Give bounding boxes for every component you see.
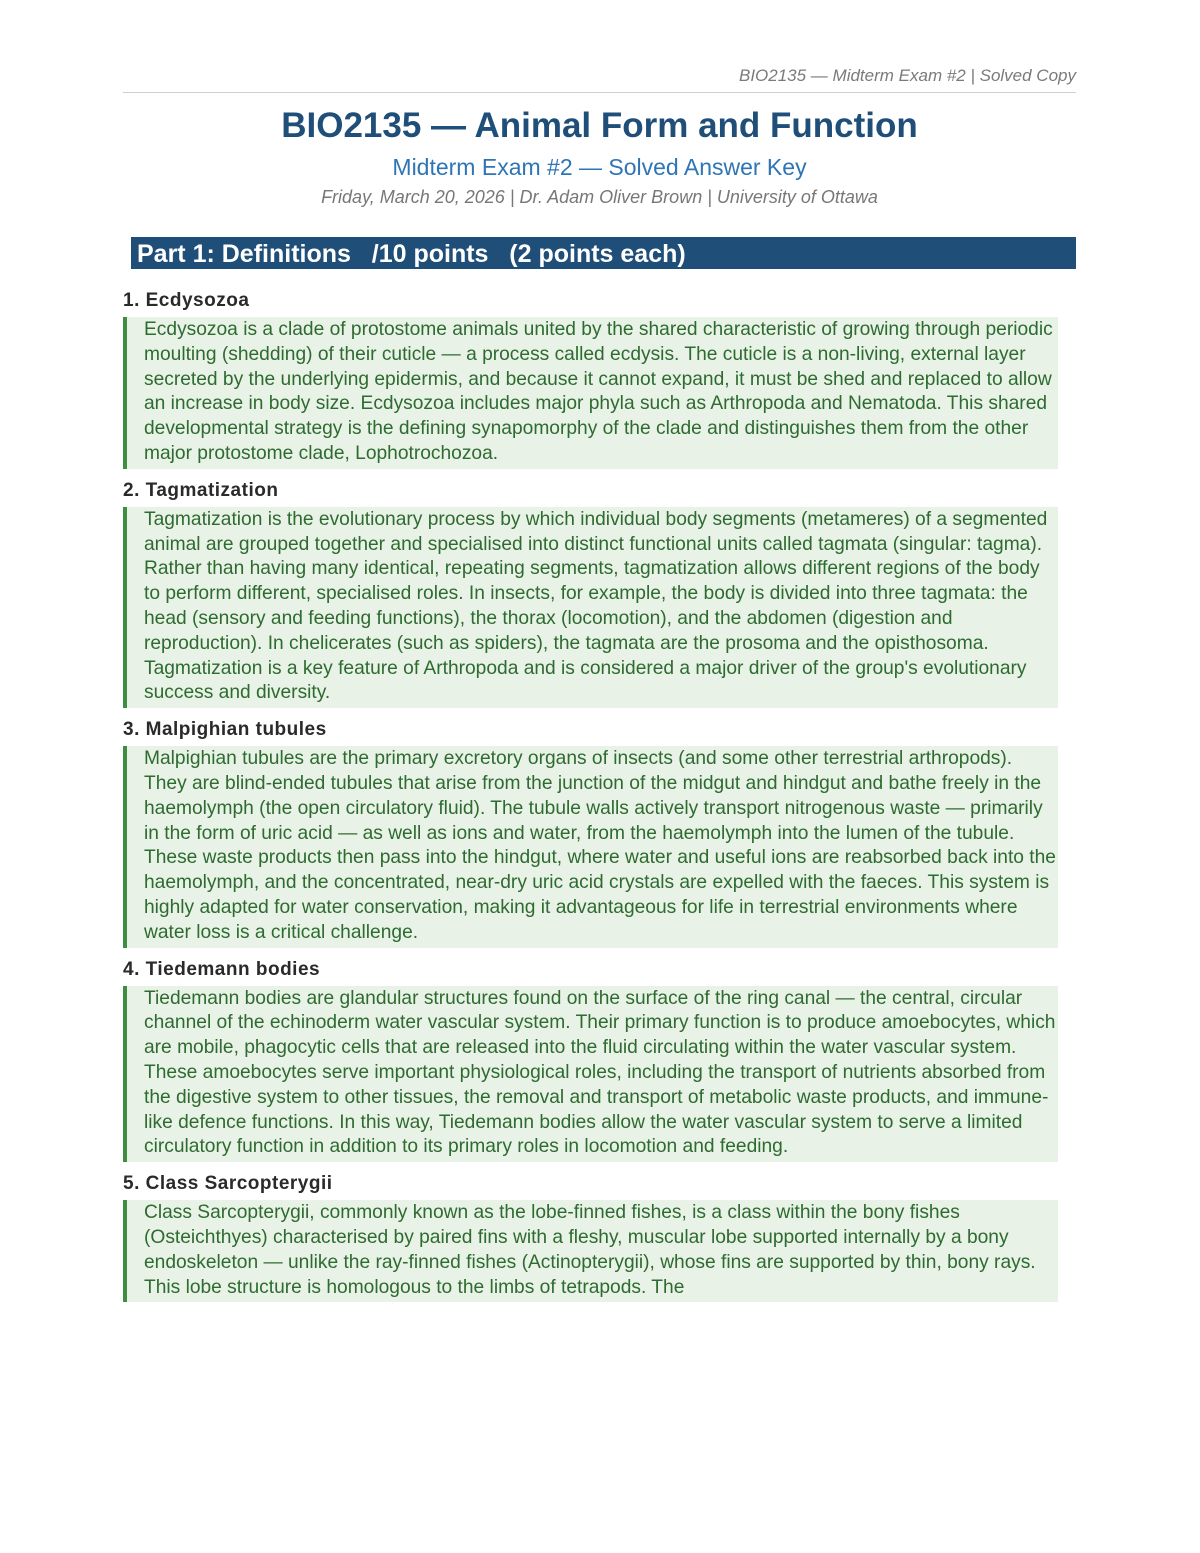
section-heading: Part 1: Definitions /10 points (2 points each) xyxy=(131,237,1076,269)
document-subtitle: Midterm Exam #2 — Solved Answer Key xyxy=(392,154,807,180)
question-4 xyxy=(123,958,1058,1163)
answer-box: Class Sarcopterygii, commonly known as the lobe-finned fishes, is a class within the bony fishes (Osteichthyes) characterised by paired fins with a fleshy, muscular lobe supported internally by a bony endoskeleton — unlike the ray-finned fishes (Actinopterygii), whose fins are supported by thin, bony rays. This lobe structure is homologous to the limbs of tetrapods. The xyxy=(123,1200,1058,1302)
question-2 xyxy=(123,479,1058,708)
questions-list xyxy=(123,289,1058,1312)
question-3 xyxy=(123,718,1058,947)
title-block xyxy=(123,106,1076,208)
question-heading: 4. Tiedemann bodies xyxy=(123,958,321,980)
running-header: BIO2135 — Midterm Exam #2 | Solved Copy xyxy=(123,66,1076,93)
question-heading: 5. Class Sarcopterygii xyxy=(123,1173,333,1195)
document-meta: Friday, March 20, 2026 | Dr. Adam Oliver Brown | University of Ottawa xyxy=(321,187,878,207)
answer-box: Tiedemann bodies are glandular structures found on the surface of the ring canal — the central, circular channel of the echinoderm water vascular system. Their primary function is to produce amoebocytes, which are mobile, phagocytic cells that are released into the fluid circulating within the water vascular system. These amoebocytes serve important physiological roles, including the transport of nutrients absorbed from the digestive system to other tissues, the removal and transport of metabolic waste products, and immune-like defence functions. In this way, Tiedemann bodies allow the water vascular system to serve a limited circulatory function in addition to its primary roles in locomotion and feeding. xyxy=(123,986,1058,1163)
question-heading: 3. Malpighian tubules xyxy=(123,719,327,741)
question-heading: 2. Tagmatization xyxy=(123,479,279,501)
answer-box: Ecdysozoa is a clade of protostome animals united by the shared characteristic of growing through periodic moulting (shedding) of their cuticle — a process called ecdysis. The cuticle is a non-living, external layer secreted by the underlying epidermis, and because it cannot expand, it must be shed and replaced to allow an increase in body size. Ecdysozoa includes major phyla such as Arthropoda and Nematoda. This shared developmental strategy is the defining synapomorphy of the clade and distinguishes them from the other major protostome clade, Lophotrochozoa. xyxy=(123,317,1058,469)
answer-box: Tagmatization is the evolutionary process by which individual body segments (metameres) of a segmented animal are grouped together and specialised into distinct functional units called tagmata (singular: tagma). Rather than having many identical, repeating segments, tagmatization allows different regions of the body to perform different, specialised roles. In insects, for example, the body is divided into three tagmata: the head (sensory and feeding functions), the thorax (locomotion), and the abdomen (digestion and reproduction). In chelicerates (such as spiders), the tagmata are the prosoma and the opisthosoma. Tagmatization is a key feature of Arthropoda and is considered a major driver of the group's evolutionary success and diversity. xyxy=(123,507,1058,708)
question-heading: 1. Ecdysozoa xyxy=(123,290,250,311)
answer-box: Malpighian tubules are the primary excretory organs of insects (and some other terrestrial arthropods). They are blind-ended tubules that arise from the junction of the midgut and hindgut and bathe freely in the haemolymph (the open circulatory fluid). The tubule walls actively transport nitrogenous waste — primarily in the form of uric acid — as well as ions and water, from the haemolymph into the lumen of the tubule. These waste products then pass into the hindgut, where water and useful ions are reabsorbed back into the haemolymph, and the concentrated, near-dry uric acid crystals are expelled with the faeces. This system is highly adapted for water conservation, making it advantageous for life in terrestrial environments where water loss is a critical challenge. xyxy=(123,746,1058,947)
question-1 xyxy=(123,289,1058,469)
document-title: BIO2135 — Animal Form and Function xyxy=(281,106,918,145)
question-5 xyxy=(123,1172,1058,1302)
